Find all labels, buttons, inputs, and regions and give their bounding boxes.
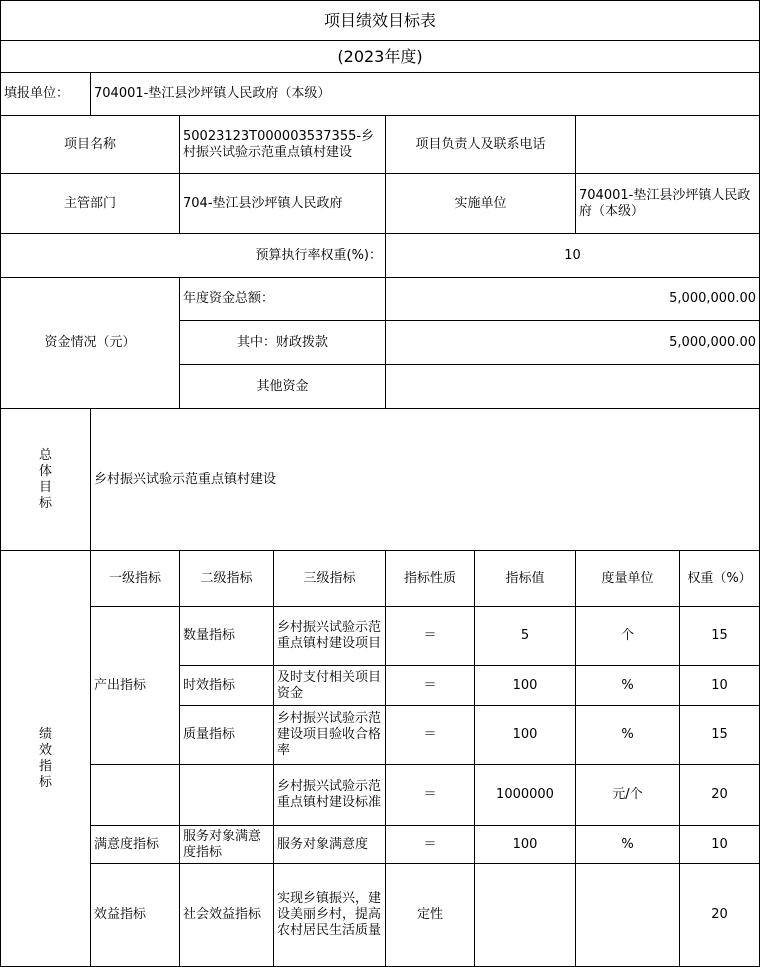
dept-label: 主管部门: [0, 174, 180, 234]
funds-other-label: 其他资金: [180, 365, 386, 409]
funds-total-label: 年度资金总额：: [180, 278, 386, 321]
perf-label: 绩效指标: [0, 551, 91, 967]
level1-satisfaction: 满意度指标: [91, 826, 180, 864]
impl-label: 实施单位: [386, 174, 576, 234]
unit-value: 704001-垫江县沙坪镇人民政府（本级）: [91, 73, 760, 116]
project-name-label: 项目名称: [0, 116, 180, 174]
header-level1: 一级指标: [91, 551, 180, 607]
table-row-value: 100: [475, 666, 576, 706]
table-row-weight: 15: [680, 706, 760, 765]
table-row-unit: %: [576, 706, 680, 765]
header-level3: 三级指标: [274, 551, 386, 607]
funds-fiscal-value: 5,000,000.00: [386, 321, 760, 365]
table-row-value: 100: [475, 826, 576, 864]
funds-fiscal-label: 其中：财政拨款: [180, 321, 386, 365]
table-row-level3: 乡村振兴试验示范建设项目验收合格率: [274, 706, 386, 765]
level1-output: 产出指标: [91, 607, 180, 765]
project-name-value: 50023123T000003537355-乡村振兴试验示范重点镇村建设: [180, 116, 386, 174]
table-row-weight: 20: [680, 864, 760, 967]
goal-label: 总体目标: [0, 409, 91, 551]
table-row-weight: 15: [680, 607, 760, 666]
table-row-weight: 20: [680, 765, 760, 826]
table-row-nature: 定性: [386, 864, 475, 967]
unit-label: 填报单位：: [0, 73, 91, 116]
table-row-nature: ＝: [386, 826, 475, 864]
header-level2: 二级指标: [180, 551, 274, 607]
header-weight: 权重（%）: [680, 551, 760, 607]
impl-value: 704001-垫江县沙坪镇人民政府（本级）: [576, 174, 760, 234]
header-unit: 度量单位: [576, 551, 680, 607]
table-row-level3: 服务对象满意度: [274, 826, 386, 864]
funds-label: 资金情况（元）: [0, 278, 180, 409]
table-row-unit: 个: [576, 607, 680, 666]
budget-weight-value: 10: [386, 234, 760, 278]
table-row-nature: ＝: [386, 706, 475, 765]
table-row-level2: 数量指标: [180, 607, 274, 666]
funds-total-value: 5,000,000.00: [386, 278, 760, 321]
table-row-level3: 乡村振兴试验示范重点镇村建设标准: [274, 765, 386, 826]
table-row-level3: 及时支付相关项目资金: [274, 666, 386, 706]
table-row-value: [475, 864, 576, 967]
table-row-value: 5: [475, 607, 576, 666]
table-row-level2: 社会效益指标: [180, 864, 274, 967]
table-row-weight: 10: [680, 826, 760, 864]
sheet-title: 项目绩效目标表: [0, 0, 760, 41]
table-row-unit: 元/个: [576, 765, 680, 826]
table-row-level3: 乡村振兴试验示范重点镇村建设项目: [274, 607, 386, 666]
table-row-unit: [576, 864, 680, 967]
contact-label: 项目负责人及联系电话: [386, 116, 576, 174]
goal-value: 乡村振兴试验示范重点镇村建设: [91, 409, 760, 551]
table-row-value: 100: [475, 706, 576, 765]
table-row-unit: %: [576, 666, 680, 706]
table-row-level3: 实现乡镇振兴，建设美丽乡村，提高农村居民生活质量: [274, 864, 386, 967]
table-row-level2: 质量指标: [180, 706, 274, 765]
table-row-value: 1000000: [475, 765, 576, 826]
dept-value: 704-垫江县沙坪镇人民政府: [180, 174, 386, 234]
table-row-level2: 服务对象满意度指标: [180, 826, 274, 864]
budget-weight-label: 预算执行率权重(%)：: [0, 234, 386, 278]
table-row-unit: %: [576, 826, 680, 864]
funds-other-value: [386, 365, 760, 409]
table-row-level2: [180, 765, 274, 826]
table-row-nature: ＝: [386, 765, 475, 826]
header-nature: 指标性质: [386, 551, 475, 607]
header-value: 指标值: [475, 551, 576, 607]
table-row-weight: 10: [680, 666, 760, 706]
table-row-nature: ＝: [386, 607, 475, 666]
sheet-year: (2023年度): [0, 41, 760, 73]
table-row-level2: 时效指标: [180, 666, 274, 706]
level1-benefit: 效益指标: [91, 864, 180, 967]
level1-output-empty: [91, 765, 180, 826]
table-row-nature: ＝: [386, 666, 475, 706]
contact-value: [576, 116, 760, 174]
